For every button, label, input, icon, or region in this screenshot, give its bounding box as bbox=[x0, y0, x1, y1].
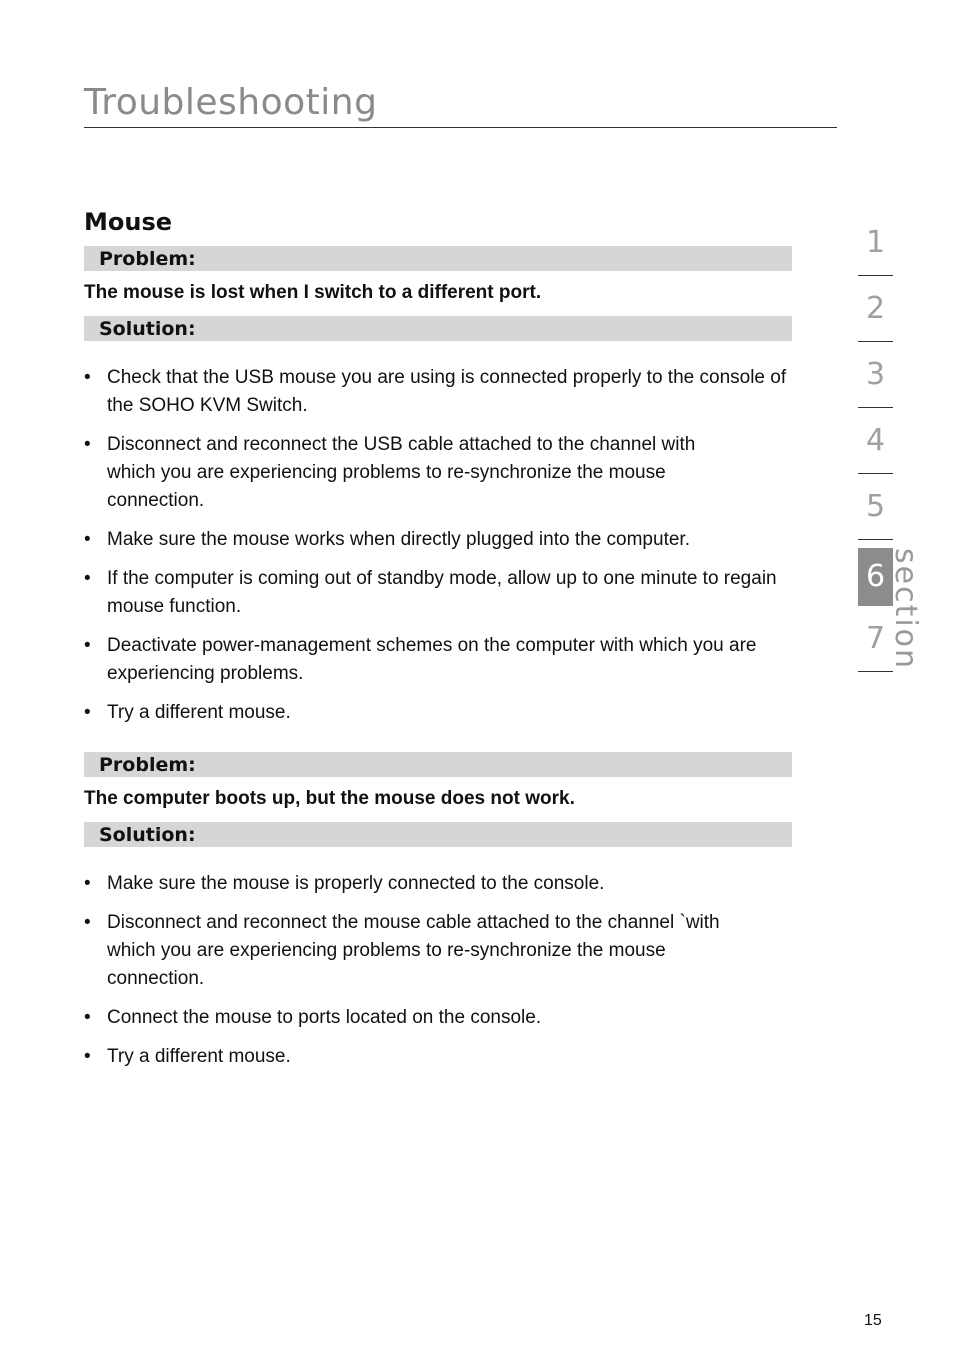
solution-list bbox=[84, 364, 792, 727]
section-tab-4[interactable]: 4 bbox=[858, 408, 893, 474]
problem-label: Problem: bbox=[84, 752, 792, 777]
solution-item: • Deactivate power-management schemes on the computer with which you are experiencing problems. bbox=[84, 632, 792, 688]
solution-item: • Try a different mouse. bbox=[84, 1043, 792, 1071]
solution-item: • Connect the mouse to ports located on the console. bbox=[84, 1004, 792, 1032]
solution-label: Solution: bbox=[84, 316, 792, 341]
solution-item: • Disconnect and reconnect the mouse cable attached to the channel `with which you are experiencing problems to re-synchronize the mouse connection. bbox=[84, 909, 727, 993]
solution-item: • Make sure the mouse is properly connected to the console. bbox=[84, 870, 792, 898]
problem-statement: The computer boots up, but the mouse does not work. bbox=[84, 788, 575, 809]
section-tab-6-active[interactable]: 6 bbox=[858, 548, 893, 606]
section-heading: Mouse bbox=[84, 208, 173, 236]
solution-item: • Disconnect and reconnect the USB cable attached to the channel with which you are experiencing problems to re-synchronize the mouse connection. bbox=[84, 431, 727, 515]
page-number: 15 bbox=[864, 1312, 882, 1329]
solution-item: • Check that the USB mouse you are using is connected properly to the console of the SOHO KVM Switch. bbox=[84, 364, 792, 420]
page-title: Troubleshooting bbox=[84, 82, 378, 123]
section-tab-5[interactable]: 5 bbox=[858, 474, 893, 540]
problem-statement: The mouse is lost when I switch to a different port. bbox=[84, 282, 542, 303]
solution-list bbox=[84, 870, 792, 1071]
problem-label: Problem: bbox=[84, 246, 792, 271]
problem-block bbox=[84, 246, 792, 727]
section-tab-2[interactable]: 2 bbox=[858, 276, 893, 342]
section-tab-7[interactable]: 7 bbox=[858, 606, 893, 672]
solution-label: Solution: bbox=[84, 822, 792, 847]
problem-block bbox=[84, 752, 792, 1071]
main-content bbox=[84, 205, 792, 1082]
solution-item: • If the computer is coming out of standby mode, allow up to one minute to regain mouse function. bbox=[84, 565, 792, 621]
section-tab-3[interactable]: 3 bbox=[858, 342, 893, 408]
solution-item: • Try a different mouse. bbox=[84, 699, 792, 727]
section-tab-1[interactable]: 1 bbox=[858, 210, 893, 276]
solution-item: • Make sure the mouse works when directly plugged into the computer. bbox=[84, 526, 792, 554]
header-rule bbox=[84, 127, 837, 128]
section-label: section bbox=[888, 548, 923, 671]
